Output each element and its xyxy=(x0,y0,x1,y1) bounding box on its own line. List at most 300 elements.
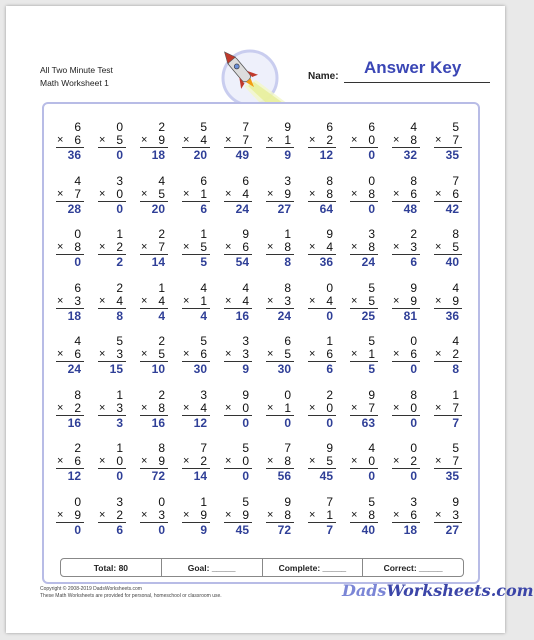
factor-top: 5 xyxy=(368,494,375,509)
times-sign: × xyxy=(393,401,400,414)
factor-top: 5 xyxy=(452,441,459,455)
times-sign: × xyxy=(183,294,190,307)
times-sign: × xyxy=(225,348,232,360)
factor-bottom: 5 xyxy=(368,293,375,308)
times-sign: × xyxy=(309,455,316,467)
factor-bottom: 4 xyxy=(158,293,165,308)
multiplication-problem xyxy=(429,493,471,547)
factor-top: 0 xyxy=(410,441,417,455)
factor-top: 2 xyxy=(326,387,333,402)
answer-value: 9 xyxy=(284,148,291,162)
factor-top: 9 xyxy=(368,387,375,402)
factor-top: 9 xyxy=(410,280,417,295)
factor-bottom: 9 xyxy=(200,507,207,522)
times-sign: × xyxy=(183,348,190,360)
answer-key-label: Answer Key xyxy=(364,58,462,77)
times-sign: × xyxy=(141,134,148,146)
multiplication-problem xyxy=(261,172,303,226)
times-sign: × xyxy=(99,187,106,200)
correct-field[interactable]: Correct: _____ xyxy=(383,562,443,573)
answer-value: 3 xyxy=(116,415,123,430)
factor-top: 6 xyxy=(200,173,207,188)
times-sign: × xyxy=(57,187,64,200)
answer-value: 0 xyxy=(326,308,333,323)
factor-bottom: 1 xyxy=(284,133,291,147)
factor-bottom: 0 xyxy=(242,400,249,415)
multiplication-problem xyxy=(51,493,93,547)
multiplication-problem xyxy=(93,386,135,440)
factor-bottom: 8 xyxy=(284,507,291,522)
factor-top: 6 xyxy=(242,173,249,188)
answer-value: 36 xyxy=(445,308,459,323)
multiplication-problem xyxy=(135,493,177,547)
answer-value: 25 xyxy=(361,308,375,323)
answer-value: 4 xyxy=(200,308,207,323)
factor-top: 0 xyxy=(116,120,123,134)
times-sign: × xyxy=(267,401,274,414)
factor-top: 2 xyxy=(410,227,417,241)
multiplication-problem xyxy=(345,493,387,547)
times-sign: × xyxy=(267,455,274,467)
answer-value: 5 xyxy=(200,255,207,269)
factor-bottom: 8 xyxy=(368,507,375,522)
factor-bottom: 0 xyxy=(116,186,123,201)
name-input-line[interactable] xyxy=(344,82,490,83)
times-sign: × xyxy=(309,348,316,360)
answer-value: 0 xyxy=(74,522,81,537)
factor-top: 2 xyxy=(158,120,165,134)
answer-value: 0 xyxy=(410,415,417,430)
logo-part-2: Worksheets.com xyxy=(386,581,534,600)
times-sign: × xyxy=(57,401,64,414)
factor-bottom: 7 xyxy=(158,240,165,254)
factor-top: 2 xyxy=(158,227,165,241)
answer-value: 72 xyxy=(277,522,291,537)
answer-value: 0 xyxy=(242,469,249,483)
answer-value: 36 xyxy=(319,255,333,269)
multiplication-problem xyxy=(303,386,345,440)
factor-bottom: 5 xyxy=(452,240,459,254)
answer-value: 40 xyxy=(361,522,375,537)
problems-panel xyxy=(42,102,480,584)
factor-bottom: 4 xyxy=(326,240,333,254)
answer-value: 6 xyxy=(116,522,123,537)
factor-bottom: 4 xyxy=(326,293,333,308)
factor-top: 8 xyxy=(158,441,165,455)
factor-top: 1 xyxy=(326,334,333,348)
multiplication-problem xyxy=(261,332,303,386)
name-label: Name: xyxy=(308,71,339,82)
multiplication-problem xyxy=(303,279,345,333)
multiplication-problem xyxy=(219,225,261,279)
factor-top: 4 xyxy=(452,280,459,295)
factor-top: 5 xyxy=(452,120,459,134)
multiplication-problem xyxy=(303,172,345,226)
dadsworksheets-logo xyxy=(342,581,534,600)
answer-value: 48 xyxy=(403,201,417,216)
factor-top: 3 xyxy=(116,173,123,188)
factor-bottom: 1 xyxy=(368,347,375,361)
factor-bottom: 1 xyxy=(200,186,207,201)
logo-part-1: Dads xyxy=(342,581,387,600)
answer-value: 27 xyxy=(277,201,291,216)
answer-value: 14 xyxy=(151,255,165,269)
times-sign: × xyxy=(99,348,106,360)
factor-top: 0 xyxy=(410,334,417,348)
multiplication-problem xyxy=(345,225,387,279)
answer-value: 42 xyxy=(445,201,459,216)
multiplication-problem xyxy=(345,279,387,333)
answer-value: 28 xyxy=(67,201,81,216)
times-sign: × xyxy=(351,348,358,360)
factor-bottom: 9 xyxy=(410,293,417,308)
factor-top: 1 xyxy=(116,227,123,241)
times-sign: × xyxy=(309,187,316,200)
times-sign: × xyxy=(183,401,190,414)
times-sign: × xyxy=(435,187,442,200)
times-sign: × xyxy=(267,508,274,521)
factor-top: 0 xyxy=(158,494,165,509)
factor-bottom: 3 xyxy=(74,293,81,308)
factor-top: 5 xyxy=(368,334,375,348)
factor-top: 5 xyxy=(200,120,207,134)
factor-bottom: 8 xyxy=(158,400,165,415)
factor-bottom: 0 xyxy=(410,400,417,415)
answer-value: 0 xyxy=(116,148,123,162)
factor-top: 9 xyxy=(242,227,249,241)
answer-value: 14 xyxy=(193,469,207,483)
factor-bottom: 9 xyxy=(452,293,459,308)
factor-bottom: 9 xyxy=(158,454,165,468)
factor-bottom: 8 xyxy=(74,240,81,254)
answer-value: 8 xyxy=(284,255,291,269)
answer-value: 30 xyxy=(193,362,207,376)
times-sign: × xyxy=(351,187,358,200)
answer-value: 45 xyxy=(235,522,249,537)
factor-top: 0 xyxy=(326,280,333,295)
times-sign: × xyxy=(393,508,400,521)
factor-top: 7 xyxy=(326,494,333,509)
times-sign: × xyxy=(183,187,190,200)
factor-bottom: 4 xyxy=(242,293,249,308)
factor-top: 3 xyxy=(116,494,123,509)
factor-bottom: 3 xyxy=(284,293,291,308)
factor-top: 7 xyxy=(452,173,459,188)
multiplication-problem xyxy=(135,172,177,226)
answer-value: 18 xyxy=(403,522,417,537)
times-sign: × xyxy=(435,455,442,467)
multiplication-problem xyxy=(387,493,429,547)
multiplication-problem xyxy=(135,332,177,386)
multiplication-problem xyxy=(219,118,261,172)
multiplication-problem xyxy=(261,225,303,279)
multiplication-problem xyxy=(219,332,261,386)
answer-value: 0 xyxy=(158,522,165,537)
multiplication-problem xyxy=(429,439,471,493)
multiplication-problem xyxy=(303,493,345,547)
times-sign: × xyxy=(393,241,400,253)
multiplication-problem xyxy=(387,439,429,493)
times-sign: × xyxy=(267,241,274,253)
times-sign: × xyxy=(57,348,64,360)
answer-value: 0 xyxy=(242,415,249,430)
factor-top: 9 xyxy=(326,227,333,241)
times-sign: × xyxy=(351,294,358,307)
answer-value: 7 xyxy=(452,415,459,430)
answer-value: 15 xyxy=(109,362,123,376)
factor-bottom: 6 xyxy=(74,133,81,147)
worksheet-page xyxy=(6,6,534,633)
answer-value: 6 xyxy=(200,201,207,216)
multiplication-problem xyxy=(135,225,177,279)
answer-value: 0 xyxy=(326,415,333,430)
factor-bottom: 7 xyxy=(368,400,375,415)
factor-bottom: 0 xyxy=(368,454,375,468)
multiplication-problem xyxy=(387,225,429,279)
factor-bottom: 4 xyxy=(116,293,123,308)
multiplication-problem xyxy=(429,172,471,226)
factor-bottom: 2 xyxy=(452,347,459,361)
times-sign: × xyxy=(393,134,400,146)
factor-bottom: 3 xyxy=(116,347,123,361)
answer-value: 0 xyxy=(368,469,375,483)
multiplication-problem xyxy=(387,332,429,386)
factor-bottom: 3 xyxy=(242,347,249,361)
times-sign: × xyxy=(351,134,358,146)
times-sign: × xyxy=(183,134,190,146)
answer-value: 6 xyxy=(410,255,417,269)
times-sign: × xyxy=(225,401,232,414)
multiplication-problem xyxy=(387,279,429,333)
answer-value: 12 xyxy=(319,148,333,162)
times-sign: × xyxy=(435,294,442,307)
factor-bottom: 9 xyxy=(74,507,81,522)
times-sign: × xyxy=(225,187,232,200)
factor-top: 3 xyxy=(410,494,417,509)
copyright-line-1: Copyright © 2008-2019 DadsWorksheets.com xyxy=(40,586,142,592)
answer-value: 24 xyxy=(277,308,291,323)
multiplication-problem xyxy=(219,386,261,440)
factor-top: 5 xyxy=(368,280,375,295)
factor-top: 4 xyxy=(242,280,249,295)
times-sign: × xyxy=(393,348,400,360)
factor-bottom: 4 xyxy=(200,133,207,147)
times-sign: × xyxy=(99,241,106,253)
goal-field[interactable]: Goal: _____ xyxy=(162,559,263,576)
multiplication-problem xyxy=(219,493,261,547)
multiplication-problem xyxy=(51,118,93,172)
times-sign: × xyxy=(351,241,358,253)
factor-top: 4 xyxy=(158,173,165,188)
factor-bottom: 0 xyxy=(242,454,249,468)
factor-top: 7 xyxy=(242,120,249,134)
times-sign: × xyxy=(99,401,106,414)
answer-value: 20 xyxy=(151,201,165,216)
answer-value: 35 xyxy=(445,469,459,483)
multiplication-problem xyxy=(51,279,93,333)
factor-top: 2 xyxy=(158,334,165,348)
multiplication-problem xyxy=(303,332,345,386)
multiplication-problem xyxy=(429,118,471,172)
times-sign: × xyxy=(99,134,106,146)
factor-top: 4 xyxy=(200,280,207,295)
times-sign: × xyxy=(351,401,358,414)
factor-bottom: 6 xyxy=(74,347,81,361)
factor-bottom: 5 xyxy=(116,133,123,147)
factor-bottom: 2 xyxy=(116,240,123,254)
multiplication-problem xyxy=(93,279,135,333)
multiplication-problem xyxy=(345,118,387,172)
problems-grid xyxy=(51,118,471,546)
answer-value: 64 xyxy=(319,201,333,216)
multiplication-problem xyxy=(93,118,135,172)
times-sign: × xyxy=(183,508,190,521)
times-sign: × xyxy=(57,294,64,307)
answer-value: 8 xyxy=(116,308,123,323)
times-sign: × xyxy=(267,187,274,200)
factor-bottom: 6 xyxy=(452,186,459,201)
times-sign: × xyxy=(141,241,148,253)
factor-top: 1 xyxy=(200,494,207,509)
multiplication-problem xyxy=(51,332,93,386)
times-sign: × xyxy=(309,241,316,253)
factor-top: 3 xyxy=(242,334,249,348)
multiplication-problem xyxy=(387,386,429,440)
times-sign: × xyxy=(57,455,64,467)
multiplication-problem xyxy=(135,439,177,493)
factor-bottom: 6 xyxy=(410,347,417,361)
factor-bottom: 7 xyxy=(452,133,459,147)
factor-top: 9 xyxy=(326,441,333,455)
factor-top: 1 xyxy=(116,387,123,402)
factor-bottom: 6 xyxy=(410,186,417,201)
multiplication-problem xyxy=(261,386,303,440)
answer-value: 5 xyxy=(368,362,375,376)
factor-bottom: 1 xyxy=(326,507,333,522)
answer-value: 0 xyxy=(284,415,291,430)
multiplication-problem xyxy=(429,225,471,279)
answer-value: 54 xyxy=(235,255,249,269)
times-sign: × xyxy=(309,508,316,521)
times-sign: × xyxy=(309,401,316,414)
factor-top: 6 xyxy=(74,120,81,134)
factor-top: 6 xyxy=(326,120,333,134)
factor-bottom: 1 xyxy=(284,400,291,415)
times-sign: × xyxy=(393,187,400,200)
factor-top: 8 xyxy=(452,227,459,241)
factor-top: 0 xyxy=(74,227,81,241)
factor-bottom: 8 xyxy=(326,186,333,201)
worksheet-title xyxy=(40,64,113,90)
factor-bottom: 3 xyxy=(116,400,123,415)
factor-bottom: 6 xyxy=(242,240,249,254)
factor-bottom: 6 xyxy=(326,347,333,361)
answer-value: 0 xyxy=(74,255,81,269)
factor-top: 8 xyxy=(74,387,81,402)
factor-top: 9 xyxy=(284,494,291,509)
answer-value: 10 xyxy=(151,362,165,376)
times-sign: × xyxy=(57,241,64,253)
times-sign: × xyxy=(267,294,274,307)
multiplication-problem xyxy=(135,279,177,333)
factor-bottom: 9 xyxy=(158,133,165,147)
multiplication-problem xyxy=(135,118,177,172)
factor-top: 5 xyxy=(242,441,249,455)
times-sign: × xyxy=(267,134,274,146)
times-sign: × xyxy=(435,401,442,414)
factor-top: 5 xyxy=(242,494,249,509)
factor-top: 7 xyxy=(284,441,291,455)
answer-value: 4 xyxy=(158,308,165,323)
factor-top: 4 xyxy=(452,334,459,348)
factor-top: 1 xyxy=(116,441,123,455)
answer-value: 0 xyxy=(410,469,417,483)
answer-value: 0 xyxy=(410,362,417,376)
answer-value: 20 xyxy=(193,148,207,162)
complete-field[interactable]: Complete: _____ xyxy=(263,559,364,576)
times-sign: × xyxy=(183,241,190,253)
times-sign: × xyxy=(435,134,442,146)
factor-top: 1 xyxy=(158,280,165,295)
factor-top: 6 xyxy=(368,120,375,134)
answer-value: 0 xyxy=(116,469,123,483)
answer-value: 63 xyxy=(361,415,375,430)
answer-value: 24 xyxy=(235,201,249,216)
factor-bottom: 2 xyxy=(326,133,333,147)
times-sign: × xyxy=(435,241,442,253)
factor-top: 8 xyxy=(410,387,417,402)
factor-bottom: 2 xyxy=(116,507,123,522)
times-sign: × xyxy=(225,294,232,307)
answer-value: 9 xyxy=(242,362,249,376)
times-sign: × xyxy=(309,294,316,307)
factor-bottom: 8 xyxy=(284,240,291,254)
times-sign: × xyxy=(435,508,442,521)
factor-top: 3 xyxy=(368,227,375,241)
factor-bottom: 0 xyxy=(368,133,375,147)
times-sign: × xyxy=(351,455,358,467)
answer-value: 18 xyxy=(67,308,81,323)
factor-top: 2 xyxy=(116,280,123,295)
factor-bottom: 8 xyxy=(410,133,417,147)
multiplication-problem xyxy=(345,172,387,226)
factor-bottom: 0 xyxy=(116,454,123,468)
multiplication-problem xyxy=(93,172,135,226)
factor-top: 0 xyxy=(74,494,81,509)
multiplication-problem xyxy=(177,172,219,226)
factor-top: 6 xyxy=(284,334,291,348)
multiplication-problem xyxy=(219,439,261,493)
times-sign: × xyxy=(141,455,148,467)
factor-bottom: 8 xyxy=(368,186,375,201)
multiplication-problem xyxy=(93,439,135,493)
answer-value: 36 xyxy=(67,148,81,162)
factor-top: 8 xyxy=(284,280,291,295)
answer-value: 81 xyxy=(403,308,417,323)
answer-value: 45 xyxy=(319,469,333,483)
multiplication-problem xyxy=(429,386,471,440)
factor-bottom: 4 xyxy=(242,186,249,201)
multiplication-problem xyxy=(303,439,345,493)
answer-value: 9 xyxy=(200,522,207,537)
copyright-line-2: These Math Worksheets are provided for personal, homeschool or classroom use. xyxy=(40,593,222,599)
factor-bottom: 0 xyxy=(326,400,333,415)
factor-bottom: 5 xyxy=(158,186,165,201)
title-line-1: All Two Minute Test xyxy=(40,65,113,75)
multiplication-problem xyxy=(51,439,93,493)
multiplication-problem xyxy=(51,386,93,440)
multiplication-problem xyxy=(303,225,345,279)
